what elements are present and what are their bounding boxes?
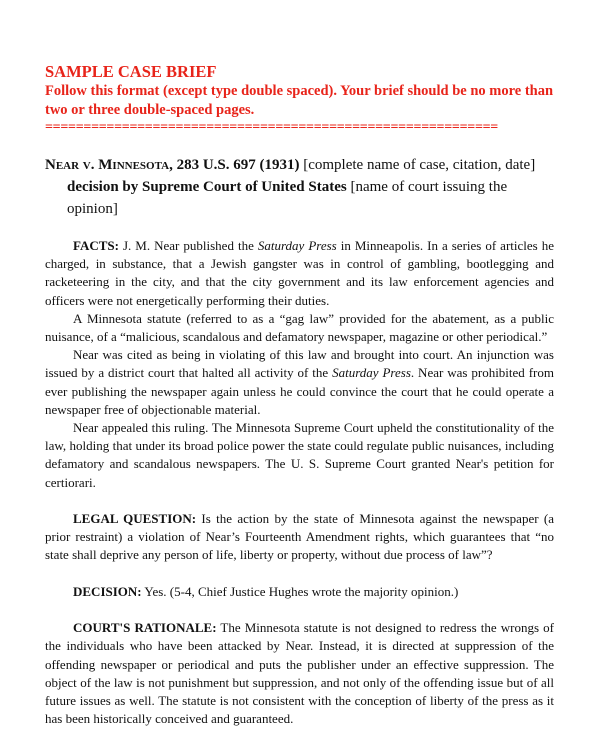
document-title: SAMPLE CASE BRIEF bbox=[45, 62, 217, 81]
case-brief-page bbox=[45, 62, 554, 728]
facts-paragraph-1: FACTS: J. M. Near published the Saturday Press in Minneapolis. In a series of articles he charged, in substance, that a Jewish gangster was in control of gambling, bootlegging and racketeering in the city, and that the city government and its law enforcement agencies and officers were not energetically performing their duties. bbox=[45, 238, 554, 308]
facts-label: FACTS: bbox=[73, 238, 119, 253]
facts-paragraph-3: Near was cited as being in violating of this law and brought into court. An injunction was issued by a district court that halted all activity of the Saturday Press. Near was prohibited from ever publishing the newspaper again unless he could convince the court that he could operate a newspaper free of objectionable material. bbox=[45, 347, 554, 417]
case-citation-line bbox=[45, 154, 554, 176]
decision-label: DECISION: bbox=[73, 583, 142, 599]
case-citation: , 283 U.S. 697 (1931) bbox=[169, 157, 300, 173]
decision-paragraph: DECISION: Yes. (5-4, Chief Justice Hughes wrote the majority opinion.) bbox=[73, 583, 459, 599]
format-instruction-line2: two or three double-spaced pages. bbox=[45, 102, 255, 118]
case-citation-note: [complete name of case, citation, date] bbox=[299, 157, 536, 173]
rationale-label: COURT'S RATIONALE: bbox=[73, 620, 217, 636]
court-name: decision by Supreme Court of United States bbox=[67, 179, 347, 195]
legal-question-paragraph: LEGAL QUESTION: Is the action by the state of Minnesota against the newspaper (a prior restraint) a violation of Near’s Fourteenth Amendment rights, which guarantees that “no state shall deprive any person of life, liberty or property, without due process of law”? bbox=[45, 511, 554, 563]
court-line bbox=[45, 176, 554, 220]
separator-rule: =========================================================== bbox=[45, 120, 498, 135]
brief-body bbox=[45, 237, 554, 728]
facts-paragraph-2: A Minnesota statute (referred to as a “gag law” provided for the abatement, as a public nuisance, of a “malicious, scandalous and defamatory newspaper, magazine or other periodical.” bbox=[45, 310, 554, 345]
court-note: [name of court issuing the opinion] bbox=[67, 179, 508, 217]
format-instruction-line1: Follow this format (except type double spaced). Your brief should be no more than bbox=[45, 83, 554, 99]
legal-question-label: LEGAL QUESTION: bbox=[73, 511, 197, 527]
case-name: Near v. Minnesota bbox=[45, 157, 170, 173]
rationale-paragraph: COURT'S RATIONALE: The Minnesota statute is not designed to redress the wrongs of the individuals who have been attacked by Near. Instead, it is directed at suppression of the offending newspaper or periodical and puts the publisher under an effective suppression. The object of the law is not punishment but suppression, and not only of the offending issue but of all future issues as well. The statute is not consistent with the conception of liberty of the press as it has been historically conceived and guaranteed. bbox=[45, 620, 554, 727]
facts-paragraph-4: Near appealed this ruling. The Minnesota Supreme Court upheld the constitutionality of the law, holding that under its broad police power the state could regulate public nuisances, including defamatory and scandalous newspapers. The U. S. Supreme Court granted Near's petition for certiorari. bbox=[45, 420, 554, 490]
